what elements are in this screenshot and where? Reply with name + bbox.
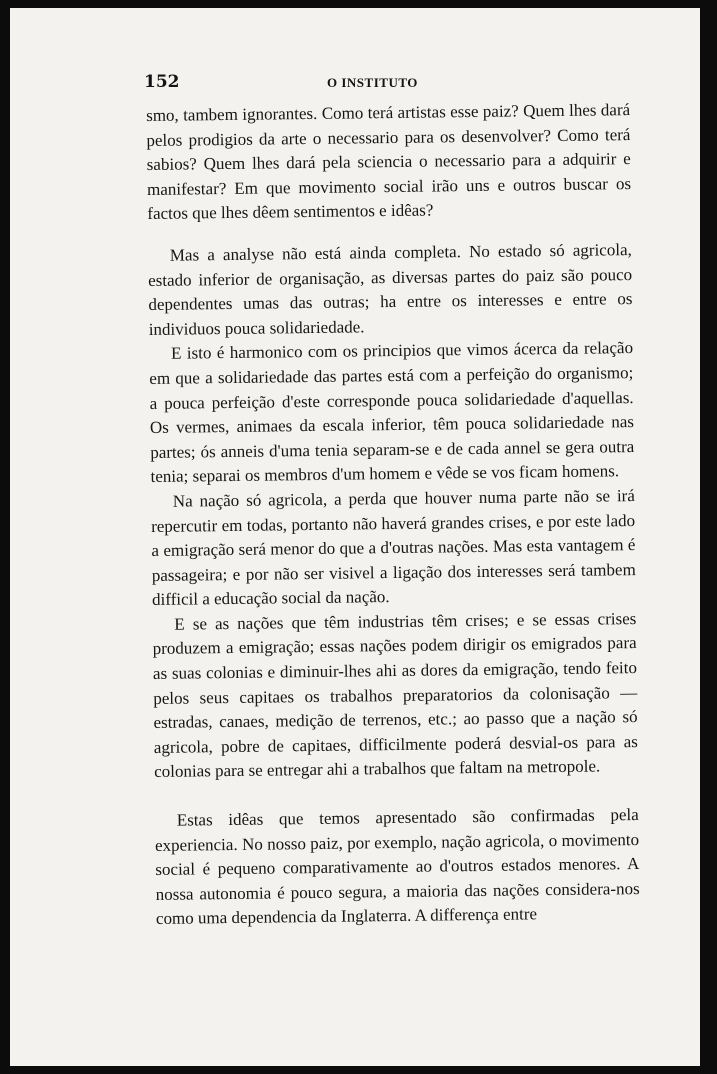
paragraph: Na nação só agricola, a perda que houver numa parte não se irá repercutir em todas, portanto não haverá grandes crises, e por este lado a emigração será menor do que a d'outras nações. Mas esta vantagem é passageira; e por não ser visivel a ligação dos interesses será tambem difficil a educação social da nação. — [151, 485, 636, 610]
paragraph: smo, tambem ignorantes. Como terá artistas esse paiz? Quem lhes dará pelos prodigios da arte o necessario para os desenvolver? Como terá sabios? Quem lhes dará pela sciencia o necessario para a adquirir e manifestar? Em que movimento social irão uns e outros buscar os factos que lhes dêem sentimentos e idêas? — [146, 100, 632, 224]
paragraph: E isto é harmonico com os principios que vimos ácerca da relação em que a solidariedade das partes está com a perfeição do organismo; a pouca perfeição d'este corresponde pouca solidariedade d'aquellas. Os vermes, animaes da escala inferior, têm pouca solidariedade nas partes; ós anneis d'uma tenia separam-se e de cada annel se gera outra tenia; separai os membros d'um homem e vêde se vos ficam homens. — [149, 338, 635, 487]
running-title: O INSTITUTO — [327, 75, 418, 90]
page-number: 152 — [144, 72, 180, 92]
body-text — [146, 98, 640, 932]
paragraph: Mas a analyse não está ainda completa. No estado só agricola, estado inferior de organisação, as diversas partes do paiz são pouco dependentes umas das outras; ha entre os interesses e entre os individuos pouca solidariedade. — [148, 240, 633, 339]
paragraph: E se as nações que têm industrias têm crises; e se essas crises produzem a emigração; essas nações podem dirigir os emigrados para as suas colonias e diminuir-lhes ahi as dores da emigração, tendo feito pelos seus capitaes os trabalhos preparatorios da colonisação — estradas, canaes, medição de terrenos, etc.; ao passo que a nação só agricola, pobre de capitaes, difficilmente poderá desvial-os para as colonias para se entregar ahi a trabalhos que faltam na metropole. — [152, 608, 638, 782]
paragraph: Estas idêas que temos apresentado são confirmadas pela experiencia. No nosso paiz, por exemplo, nação agricola, o movimento social é pequeno comparativamente ao d'outros estados menores. A nossa autonomia é pouco segura, a maioria das nações considera-nos como uma dependencia da Inglaterra. A differença entre — [154, 805, 640, 929]
book-page — [10, 8, 700, 1066]
